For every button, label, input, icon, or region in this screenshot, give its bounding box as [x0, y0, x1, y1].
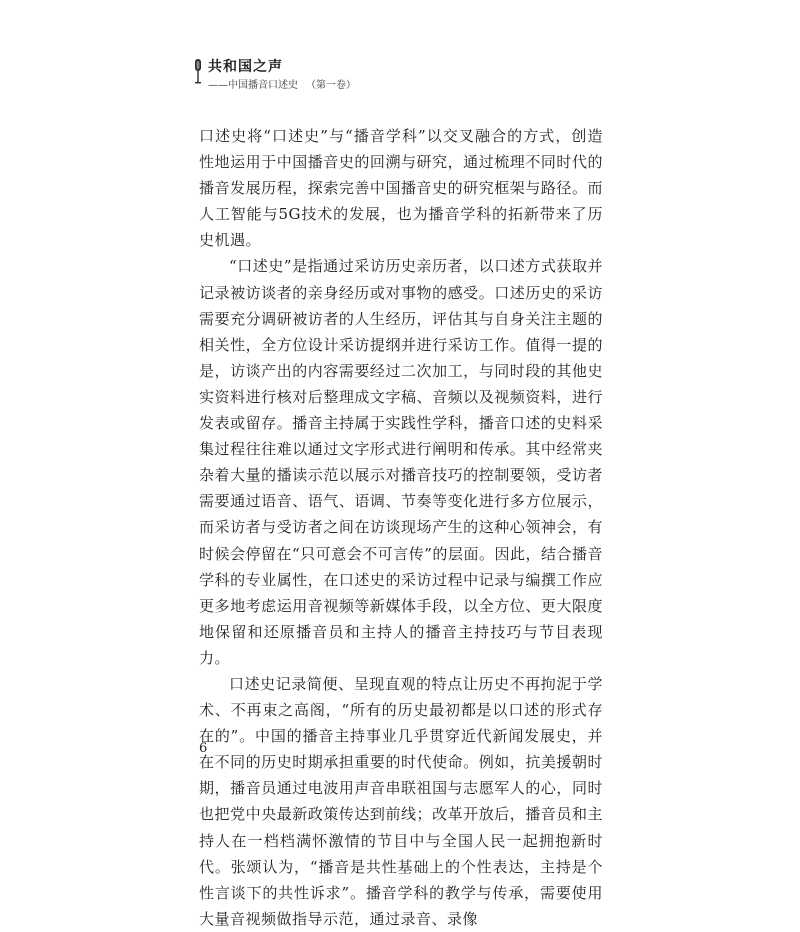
paragraph-2: “口述史”是指通过采访历史亲历者，以口述方式获取并记录被访谈者的亲身经历或对事物的感受。口述历史的采访需要充分调研被访者的人生经历，评估其与自身关注主题的相关性，全方位设计采访提纲并进行采访工作。值得一提的是，访谈产出的内容需要经过二次加工，与同时段的其他史实资料进行核对后整理成文字稿、音频以及视频资料，进行发表或留存。播音主持属于实践性学科，播音口述的史料采集过程往往难以通过文字形式进行阐明和传承。其中经常夹杂着大量的播读示范以展示对播音技巧的控制要领，受访者需要通过语音、语气、语调、节奏等变化进行多方位展示，而采访者与受访者之间在访谈现场产生的这种心领神会，有时候会停留在“只可意会不可言传”的层面。因此，结合播音学科的专业属性，在口述史的采访过程中记录与编撰工作应更多地考虑运用音视频等新媒体手段，以全方位、更大限度地保留和还原播音员和主持人的播音主持技巧与节目表现力。	[199, 257, 603, 667]
body-text	[199, 123, 603, 932]
book-title: 共和国之声	[208, 59, 283, 75]
volume-label: （第一卷）	[306, 80, 356, 91]
subtitle-text: ——中国播音口述史	[208, 80, 298, 91]
page-number: 6	[199, 741, 208, 756]
paragraph-3: 口述史记录简便、呈现直观的特点让历史不再拘泥于学术、不再束之高阁，“所有的历史最初都是以口述的形式存在的”。中国的播音主持事业几乎贯穿近代新闻发展史，并在不同的历史时期承担重要的时代使命。例如，抗美援朝时期，播音员通过电波用声音串联祖国与志愿军人的心，同时也把党中央最新政策传达到前线；改革开放后，播音员和主持人在一档档满怀激情的节目中与全国人民一起拥抱新时代。张颂认为，“播音是共性基础上的个性表达，主持是个性言谈下的共性诉求”。播音学科的教学与传承，需要使用大量音视频做指导示范，通过录音、录像	[199, 674, 603, 928]
microphone-icon	[193, 58, 203, 86]
paragraph-1: 口述史将“口述史”与“播音学科”以交叉融合的方式，创造性地运用于中国播音史的回溯与研究，通过梳理不同时代的播音发展历程，探索完善中国播音史的研究框架与路径。而人工智能与5G技术的发展，也为播音学科的拓新带来了历史机遇。	[199, 127, 603, 250]
book-subtitle	[208, 76, 356, 91]
